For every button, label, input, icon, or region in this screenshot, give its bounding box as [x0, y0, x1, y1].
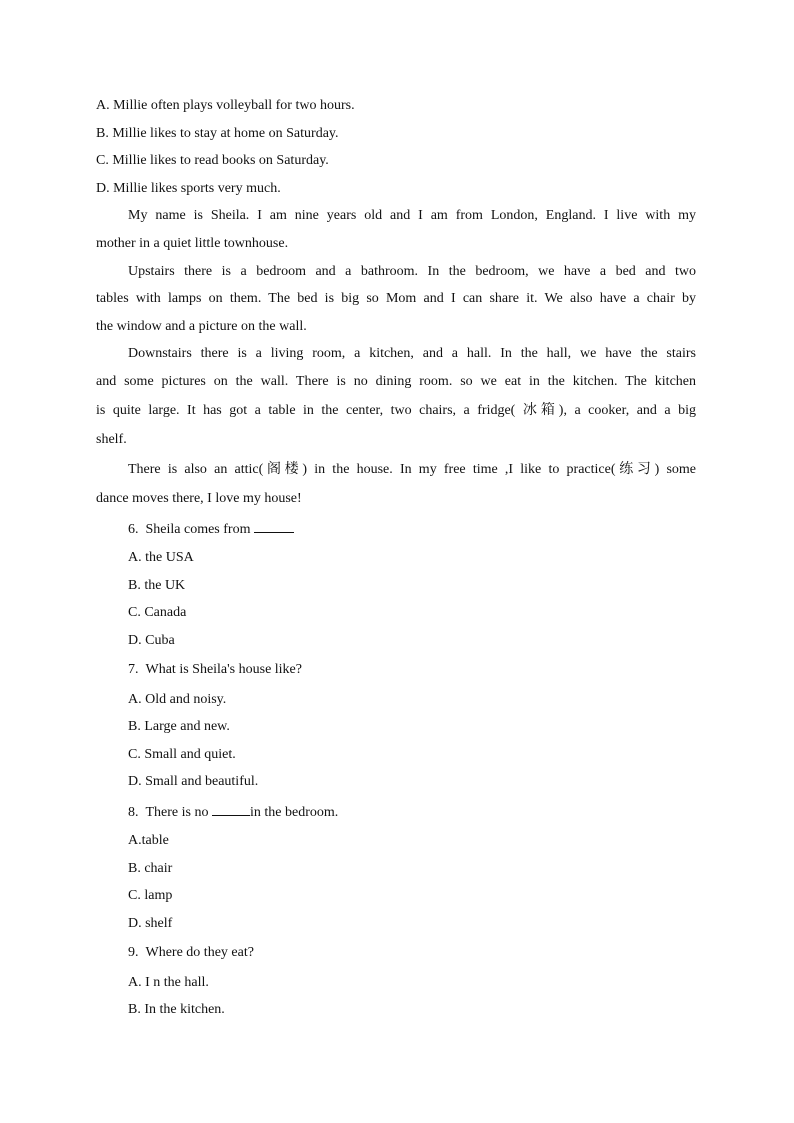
question-9-option-b: B. In the kitchen.: [128, 1002, 225, 1017]
question-7-option-d: D. Small and beautiful.: [128, 774, 259, 789]
passage-p1-line1: My name is Sheila. I am nine years old and I am from London, England. I live with my: [128, 208, 696, 223]
question-text: There is no: [145, 805, 209, 820]
question-7-stem: [128, 662, 302, 678]
passage-p4-line2: dance moves there, I love my house!: [96, 491, 302, 506]
question-6-option-a: A. the USA: [128, 550, 194, 565]
prev-option-a: A. Millie often plays volleyball for two hours.: [96, 98, 355, 113]
question-7-option-b: B. Large and new.: [128, 719, 230, 734]
question-7-option-c: C. Small and quiet.: [128, 747, 236, 762]
question-7-option-a: A. Old and noisy.: [128, 692, 227, 707]
passage-p2-line3: the window and a picture on the wall.: [96, 319, 307, 334]
prev-option-b: B. Millie likes to stay at home on Saturday.: [96, 126, 339, 141]
answer-blank: [212, 803, 250, 816]
question-number: 7.: [128, 662, 139, 677]
passage-p3-line4: shelf.: [96, 432, 127, 447]
question-6-stem: [128, 520, 294, 538]
passage-p3-line1: Downstairs there is a living room, a kitchen, and a hall. In the hall, we have the stairs: [128, 346, 696, 361]
passage-p3-line2: and some pictures on the wall. There is no dining room. so we eat in the kitchen. The kitchen: [96, 374, 696, 389]
question-6-option-d: D. Cuba: [128, 633, 175, 648]
prev-option-d: D. Millie likes sports very much.: [96, 181, 281, 196]
question-number: 9.: [128, 945, 139, 960]
question-text: What is Sheila's house like?: [145, 662, 302, 677]
question-9-stem: [128, 945, 254, 961]
passage-p1-line2: mother in a quiet little townhouse.: [96, 236, 289, 251]
question-number: 6.: [128, 522, 139, 537]
question-text: Where do they eat?: [145, 945, 254, 960]
passage-p2-line1: Upstairs there is a bedroom and a bathroom. In the bedroom, we have a bed and two: [128, 264, 696, 279]
question-8-option-c: C. lamp: [128, 888, 173, 903]
question-8-option-a: A.table: [128, 833, 169, 848]
passage-p3-line3: is quite large. It has got a table in the center, two chairs, a fridge( 冰箱), a cooker, and a big: [96, 403, 696, 418]
question-9-option-a: A. I n the hall.: [128, 975, 209, 990]
prev-option-c: C. Millie likes to read books on Saturday.: [96, 153, 329, 168]
question-text-after: in the bedroom.: [249, 805, 339, 820]
passage-p2-line2: tables with lamps on them. The bed is big so Mom and I can share it. We also have a chair by: [96, 291, 696, 306]
question-8-option-b: B. chair: [128, 861, 173, 876]
question-8-option-d: D. shelf: [128, 916, 173, 931]
passage-p4-line1: There is also an attic(阁楼) in the house. In my free time ,I like to practice(练习) some: [128, 462, 696, 477]
answer-blank: [254, 520, 294, 533]
question-8-stem: [128, 803, 338, 821]
question-6-option-c: C. Canada: [128, 605, 187, 620]
question-6-option-b: B. the UK: [128, 578, 186, 593]
question-number: 8.: [128, 805, 139, 820]
question-text: Sheila comes from: [145, 522, 251, 537]
